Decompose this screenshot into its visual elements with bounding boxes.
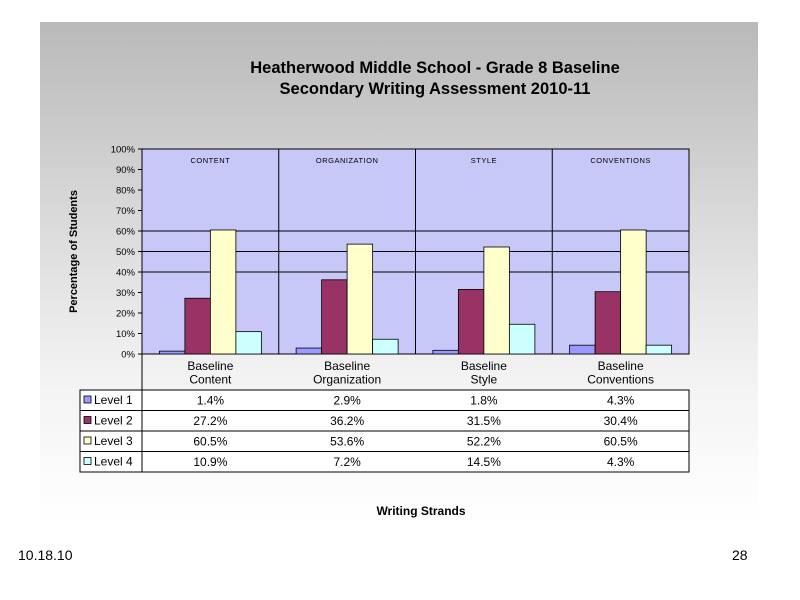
legend-key [84, 458, 91, 465]
y-tick-label: 90% [115, 165, 135, 176]
bar [159, 351, 185, 354]
data-label: 4.3% [606, 455, 635, 469]
data-label: 30.4% [603, 414, 638, 428]
panel-label: STYLE [470, 156, 498, 165]
data-label: 60.5% [603, 434, 638, 449]
legend-label: Level 1 [94, 393, 133, 407]
bar [484, 247, 510, 354]
data-label: 36.2% [330, 414, 365, 428]
footer-page-number: 28 [732, 547, 748, 563]
bar [185, 298, 211, 354]
category-label: Baseline [187, 359, 234, 373]
data-label: 53.6% [330, 434, 365, 449]
y-tick-label: 100% [110, 144, 135, 156]
x-axis-label: Writing Strands [376, 504, 466, 518]
data-label: 4.3% [606, 393, 635, 408]
bar [646, 345, 672, 354]
bar [322, 280, 348, 354]
data-label: 1.4% [196, 393, 225, 408]
panel-label: ORGANIZATION [315, 156, 379, 165]
bar [509, 324, 535, 354]
legend-key [84, 437, 91, 444]
y-tick-label: 30% [115, 288, 135, 299]
bar [236, 332, 262, 354]
category-label: Content [189, 372, 232, 387]
category-label: Baseline [324, 359, 371, 373]
data-label: 7.2% [333, 455, 361, 469]
data-label: 10.9% [193, 455, 228, 469]
chart-title-line-2: Secondary Writing Assessment 2010-11 [279, 80, 591, 98]
data-label: 14.5% [466, 455, 501, 469]
chart-title-line-1: Heatherwood Middle School - Grade 8 Baseline [250, 59, 620, 77]
y-tick-label: 70% [115, 206, 135, 217]
category-label: Baseline [597, 359, 644, 373]
panel-label: CONTENT [190, 156, 231, 165]
panel-label: CONVENTIONS [590, 156, 651, 165]
y-tick-label: 50% [115, 247, 135, 258]
bar [621, 230, 647, 354]
y-tick-label: 40% [115, 267, 135, 279]
data-label: 27.2% [193, 414, 228, 428]
data-label: 31.5% [466, 414, 501, 428]
bar [347, 244, 373, 354]
bar [210, 230, 236, 354]
y-tick-label: 0% [121, 349, 135, 361]
legend-key [84, 417, 91, 424]
y-axis-label: Percentage of Students [68, 190, 80, 313]
category-label: Conventions [587, 372, 654, 387]
bar [595, 292, 621, 354]
category-label: Baseline [460, 359, 507, 373]
bar [296, 348, 322, 354]
bar [458, 289, 484, 354]
category-label: Organization [313, 372, 382, 387]
legend-label: Level 2 [94, 413, 133, 428]
bar [433, 350, 459, 354]
y-tick-label: 10% [115, 329, 135, 340]
y-tick-label: 80% [115, 185, 135, 197]
data-label: 2.9% [333, 393, 361, 408]
y-tick-label: 60% [115, 226, 135, 238]
y-tick-label: 20% [115, 308, 135, 320]
data-label: 52.2% [466, 434, 501, 449]
legend-label: Level 4 [94, 454, 133, 469]
data-label: 60.5% [193, 434, 228, 449]
legend-key [84, 396, 91, 403]
bar [373, 339, 399, 354]
data-label: 1.8% [470, 393, 498, 408]
footer-date: 10.18.10 [18, 547, 73, 563]
category-label: Style [470, 372, 498, 387]
bar [570, 345, 596, 354]
legend-label: Level 3 [94, 434, 133, 448]
